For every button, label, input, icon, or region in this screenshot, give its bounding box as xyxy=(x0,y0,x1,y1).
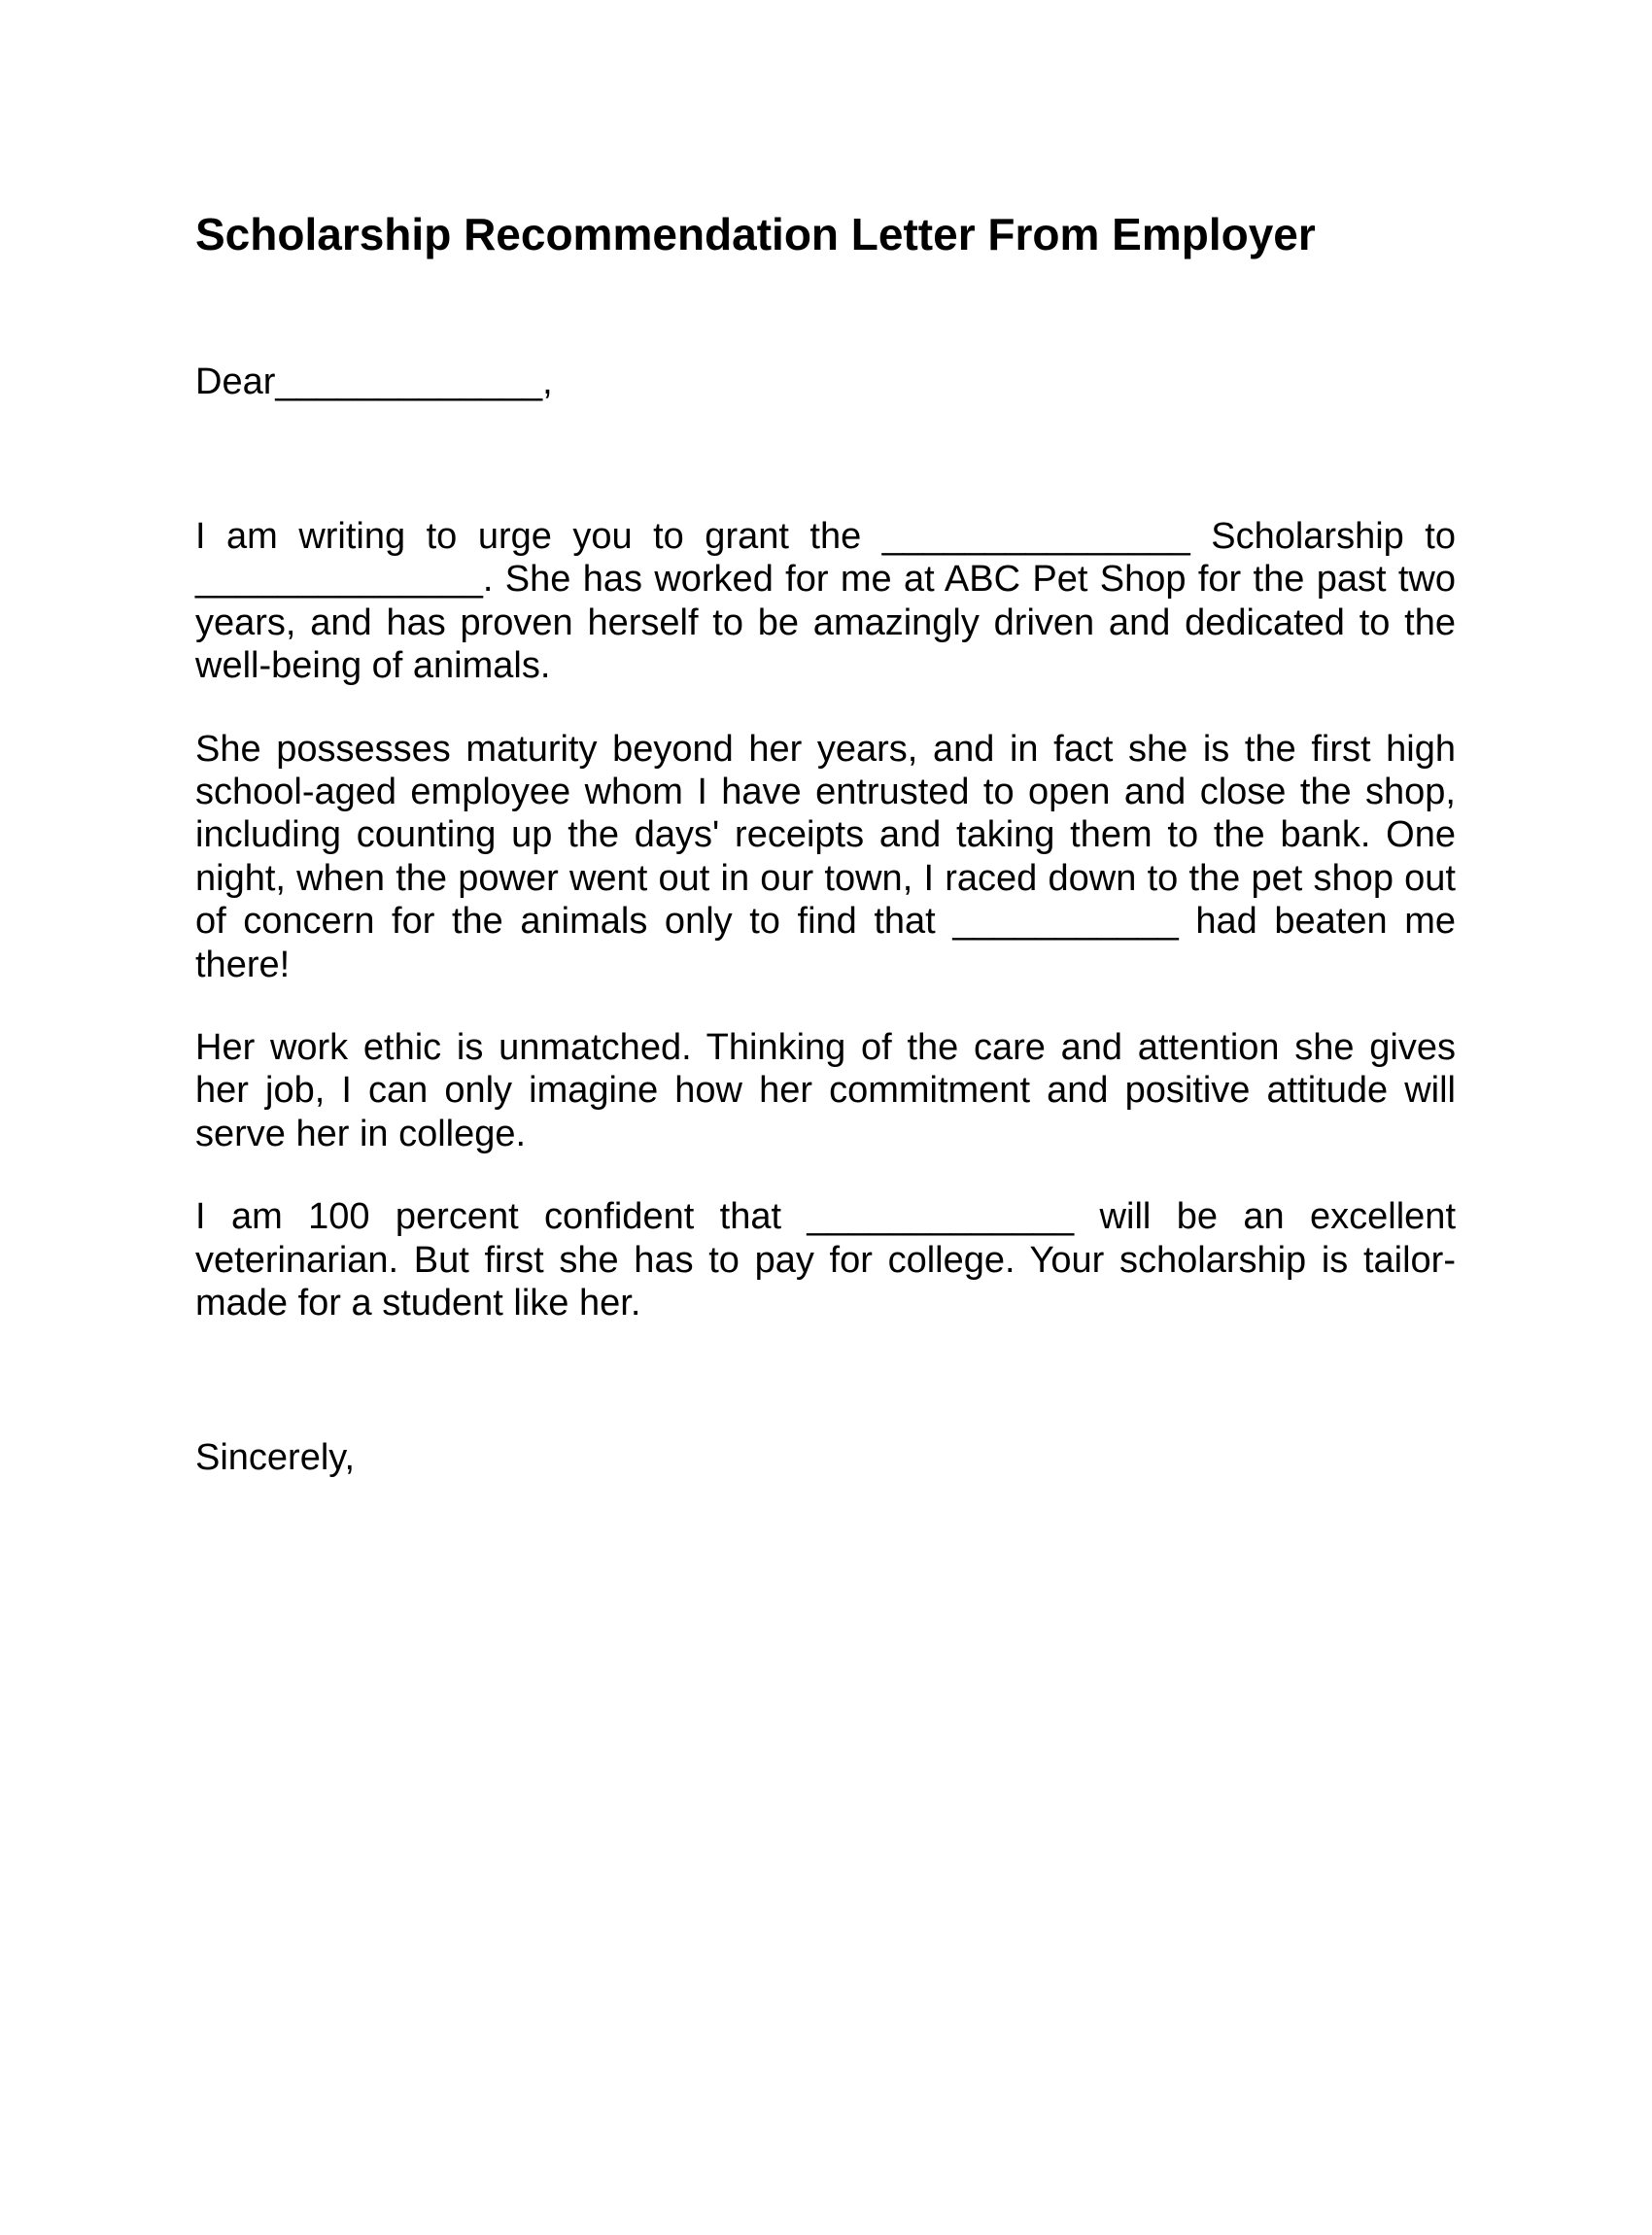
letter-title: Scholarship Recommendation Letter From Employer xyxy=(195,209,1316,259)
salutation-comma: , xyxy=(542,361,553,402)
paragraph-1-text-a: I am writing to urge you to grant the xyxy=(195,516,882,557)
paragraph-4-text-b: will be an excellent veterinarian. But first she has to pay for college. Your scholarship is tailor-made for a student like her. xyxy=(195,1196,1456,1324)
paragraph-3-text: Her work ethic is unmatched. Thinking of the care and attention she gives her job, I can only imagine how her commitment and positive attitude will serve her in college. xyxy=(195,1027,1456,1154)
paragraph-3 xyxy=(195,1026,1456,1155)
recipient-name-blank: _____________ xyxy=(275,361,543,402)
paragraph-4 xyxy=(195,1195,1456,1324)
scholarship-name-blank: _______________ xyxy=(881,516,1190,557)
paragraph-2-text-b: had beaten me there! xyxy=(195,901,1457,985)
paragraph-2-text-a: She possesses maturity beyond her years, and in fact she is the first high school-aged employee whom I have entrusted to open and close the shop, including counting up the days' receipts and taking them to the bank. One night, when the power went out in our town, I raced down to the pet shop out of concern for the animals only to find that xyxy=(195,728,1456,943)
paragraph-1-text-b: Scholarship to xyxy=(1189,516,1456,557)
salutation-prefix: Dear xyxy=(195,361,276,402)
salutation xyxy=(195,361,553,403)
paragraph-2 xyxy=(195,728,1456,986)
student-name-blank-2: ___________ xyxy=(952,901,1179,943)
paragraph-4-text-a: I am 100 percent confident that xyxy=(195,1196,808,1238)
paragraph-1 xyxy=(195,515,1456,688)
student-name-blank: ______________ xyxy=(195,559,483,601)
paragraph-1-text-c: . She has worked for me at ABC Pet Shop for the past two years, and has proven herself to be amazingly driven and dedicated to the well-being of animals. xyxy=(195,559,1456,687)
closing: Sincerely, xyxy=(195,1437,356,1478)
letter-body xyxy=(195,515,1456,1365)
student-name-blank-3: _____________ xyxy=(807,1196,1075,1238)
